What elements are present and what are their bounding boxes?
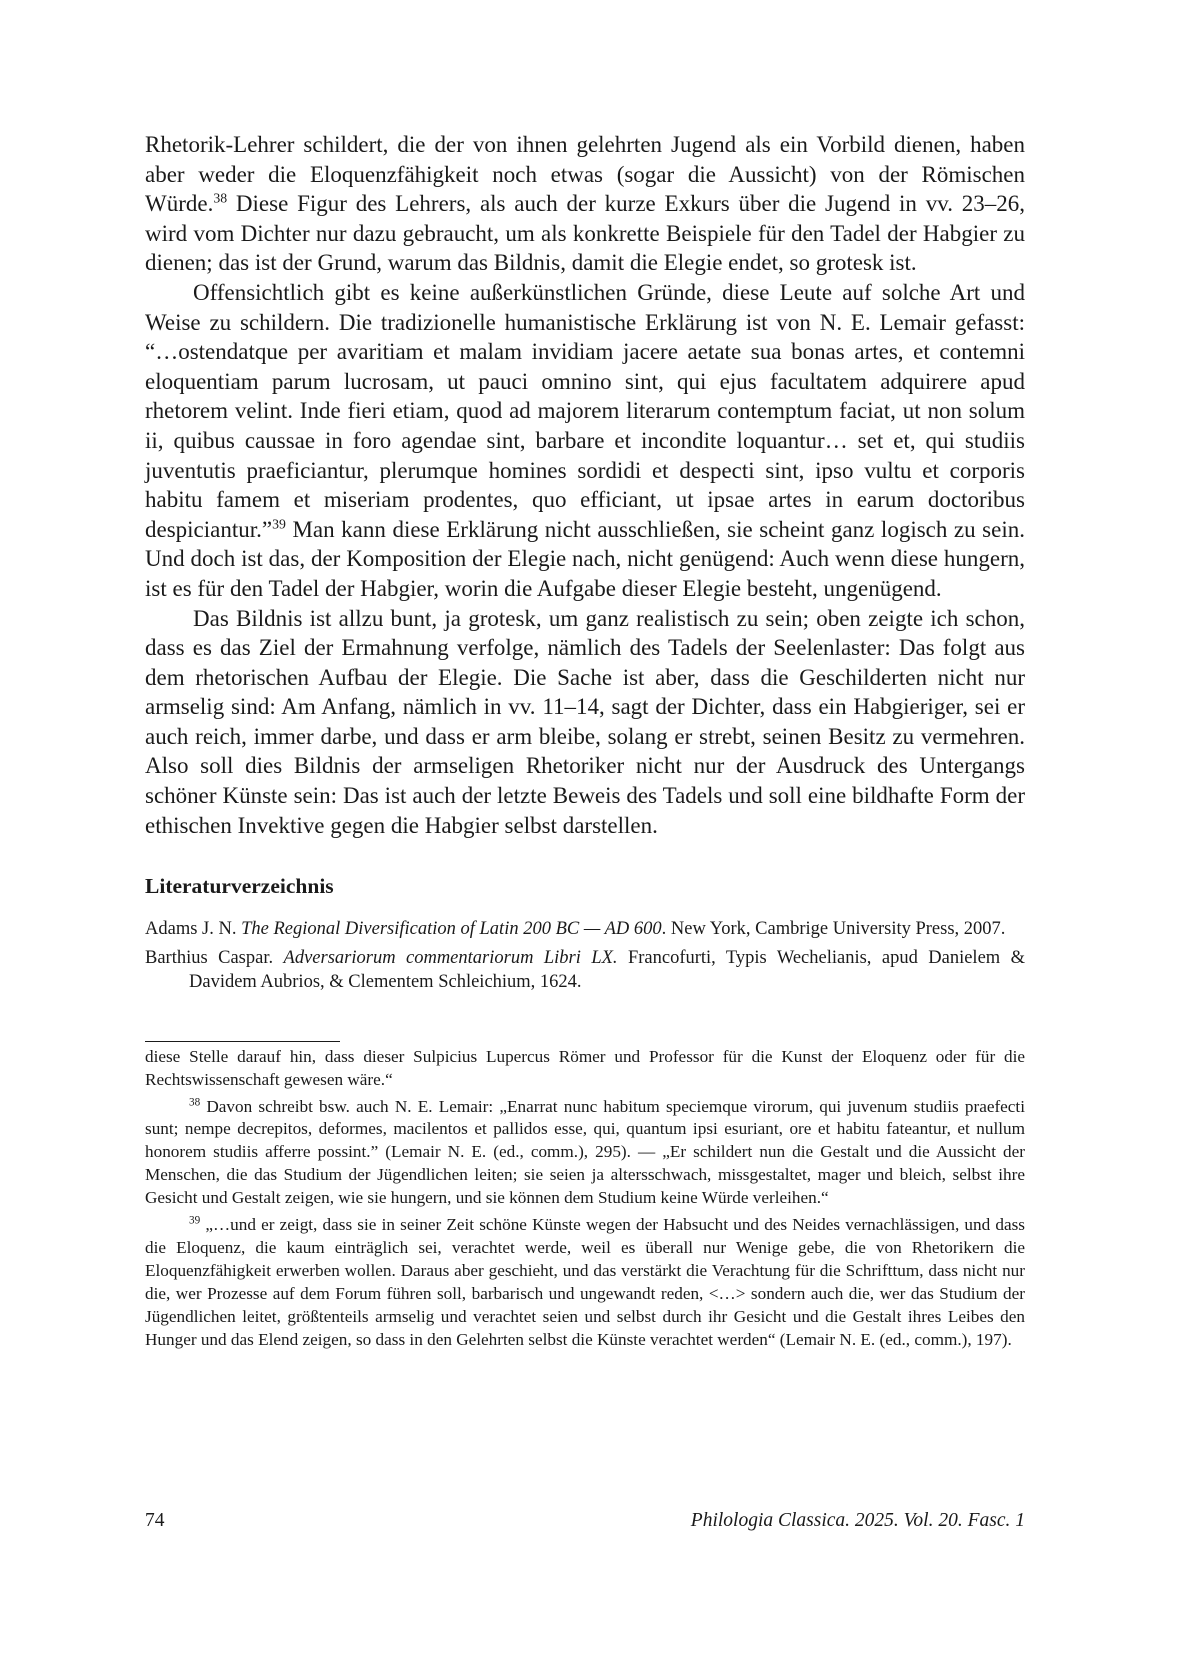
reference-details: . New York, Cambrige University Press, 2007. <box>661 919 1006 940</box>
footnote-separator <box>145 1041 340 1042</box>
reference-title: The Regional Diversification of Latin 200 BC — AD 600 <box>241 919 662 940</box>
paragraph-1-text-a: Rhetorik-Lehrer schildert, die der von ihnen gelehrten Jugend als ein Vorbild dienen, haben aber weder die Eloquenzfähigkeit noch etwas (sogar die Aussicht) von der Römischen Würde. <box>145 132 1025 217</box>
paragraph-1-text-b: Diese Figur des Lehrers, als auch der kurze Exkurs über die Jugend in vv. 23–26, wird vom Dichter nur dazu gebraucht, um als konkrette Beispiele für den Tadel der Habgier zu dienen; das ist der Grund, warum das Bildnis, damit die Elegie endet, so grotesk ist. <box>145 191 1025 276</box>
page-number: 74 <box>145 1510 165 1531</box>
footnote-ref-39[interactable]: 39 <box>272 516 286 532</box>
footnote-39-text: „…und er zeigt, dass sie in seiner Zeit schöne Künste wegen der Habsucht und des Neides vernachlässigen, und dass die Eloquenz, die kaum einträglich sei, verachtet werde, weil es überall nur Wenige gebe, die von Rhetorikern die Eloquenzfähigkeit erwerben wollen. Daraus aber geschieht, und das verstärkt die Verachtung für die Schrifttum, dass nicht nur die, wer Prozesse auf dem Forum führen soll, barbarisch und ungewandt reden, <…> sondern auch die, wer das Studium der Jügendlichen leitet, größtenteils armselig und verachtet seien und selbst durch ihr Gesicht und die Gestalt ihres Leibes den Hunger und das Elend zeigen, so dass in den Gelehrten selbst die Künste verachtet werden“ (Lemair N. E. (ed., comm.), 197). <box>145 1215 1025 1349</box>
footnote-38 <box>145 1096 1025 1211</box>
paragraph-2 <box>145 278 1025 604</box>
reference-details: Francofurti, Typis Wechelianis, apud Danielem & Davidem Aubrios, & Clementem Schleichium, 1624. <box>189 947 1025 993</box>
reference-list <box>145 917 1025 995</box>
paragraph-2-text-b: Man kann diese Erklärung nicht ausschließen, sie scheint ganz logisch zu sein. Und doch ist das, der Komposition der Elegie nach, nicht genügend: Auch wenn diese hungern, ist es für den Tadel der Habgier, worin die Aufgabe dieser Elegie besteht, ungenügend. <box>145 516 1025 601</box>
literature-heading: Literaturverzeichnis <box>145 874 334 899</box>
footnote-38-text: Davon schreibt bsw. auch N. E. Lemair: „Enarrat nunc habitum speciemque virorum, qui juvenum studiis praefecti sunt; nempe decrepitos, deformes, macilentos et pallidos esse, qui, quantum ipsi esuriant, ore et habitu fateantur, et nullum honorem studiis afferre possint.” (Lemair N. E. (ed., comm.), 295). — „Er schildert nun die Gestalt und die Aussicht der Menschen, die das Studium der Jügendlichen leiten; sie seien ja altersschwach, missgestaltet, mager und bleich, selbst ihre Gesicht und Gestalt zeigen, wie sie hungern, und sie können dem Studium keine Würde verleihen.“ <box>145 1096 1025 1208</box>
reference-entry <box>145 917 1025 942</box>
paragraph-3: Das Bildnis ist allzu bunt, ja grotesk, um ganz realistisch zu sein; oben zeigte ich schon, dass es das Ziel der Ermahnung verfolge, nämlich des Tadels der Seelenlaster: Das folgt aus dem rhetorischen Aufbau der Elegie. Die Sache ist aber, dass die Geschilderten nicht nur armselig sind: Am Anfang, nämlich in vv. 11–14, sagt der Dichter, dass ein Habgieriger, sei er auch reich, immer darbe, und dass er arm bleibe, solang er strebt, seinen Besitz zu vermehren. Also soll dies Bildnis der armseligen Rhetoriker nicht nur der Ausdruck des Untergangs schöner Künste sein: Das ist auch der letzte Beweis des Tadels und soll eine bildhafte Form der ethischen Invektive gegen die Habgier selbst darstellen. <box>145 605 1025 838</box>
footnotes <box>145 1046 1025 1352</box>
paragraph-1 <box>145 130 1025 278</box>
reference-title: Adversariorum commentariorum Libri LX. <box>283 947 618 968</box>
reference-entry <box>145 946 1025 995</box>
running-title: Philologia Classica. 2025. Vol. 20. Fasc. 1 <box>690 1510 1025 1531</box>
footnote-continuation: diese Stelle darauf hin, dass dieser Sulpicius Lupercus Römer und Professor für die Kunst der Eloquenz oder für die Rechtswissenschaft gewesen wäre.“ <box>145 1046 1025 1089</box>
footnote-marker-39: 39 <box>189 1214 201 1227</box>
main-text <box>145 130 1025 840</box>
page-content <box>145 130 1025 1630</box>
paragraph-2-text-a: Offensichtlich gibt es keine außerkünstlichen Gründe, diese Leute auf solche Art und Weise zu schildern. Die tradizionelle humanistische Erklärung ist von N. E. Lemair gefasst: “…ostendatque per avaritiam et malam invidiam jacere aetate sua bonas artes, et contemni eloquentiam parum lucrosam, ut pauci omnino sint, qui ejus facultatem adquirere apud rhetorem velint. Inde fieri etiam, quod ad majorem literarum contemptum faciat, ut non solum ii, quibus caussae in foro agendae sint, barbare et incondite loquantur… set et, qui studiis juventutis praeficiantur, plerumque homines sordidi et despecti sint, ipso vultu et corporis habitu famem et miseriam prodentes, quo efficiant, ut ipsae artes in earum doctoribus despiciantur.” <box>145 279 1025 542</box>
reference-author: Barthius Caspar. <box>145 947 284 968</box>
footnote-marker-38: 38 <box>189 1095 201 1108</box>
footnote-ref-38[interactable]: 38 <box>213 190 228 206</box>
footnote-39 <box>145 1214 1025 1351</box>
reference-author: Adams J. N. <box>145 919 242 940</box>
